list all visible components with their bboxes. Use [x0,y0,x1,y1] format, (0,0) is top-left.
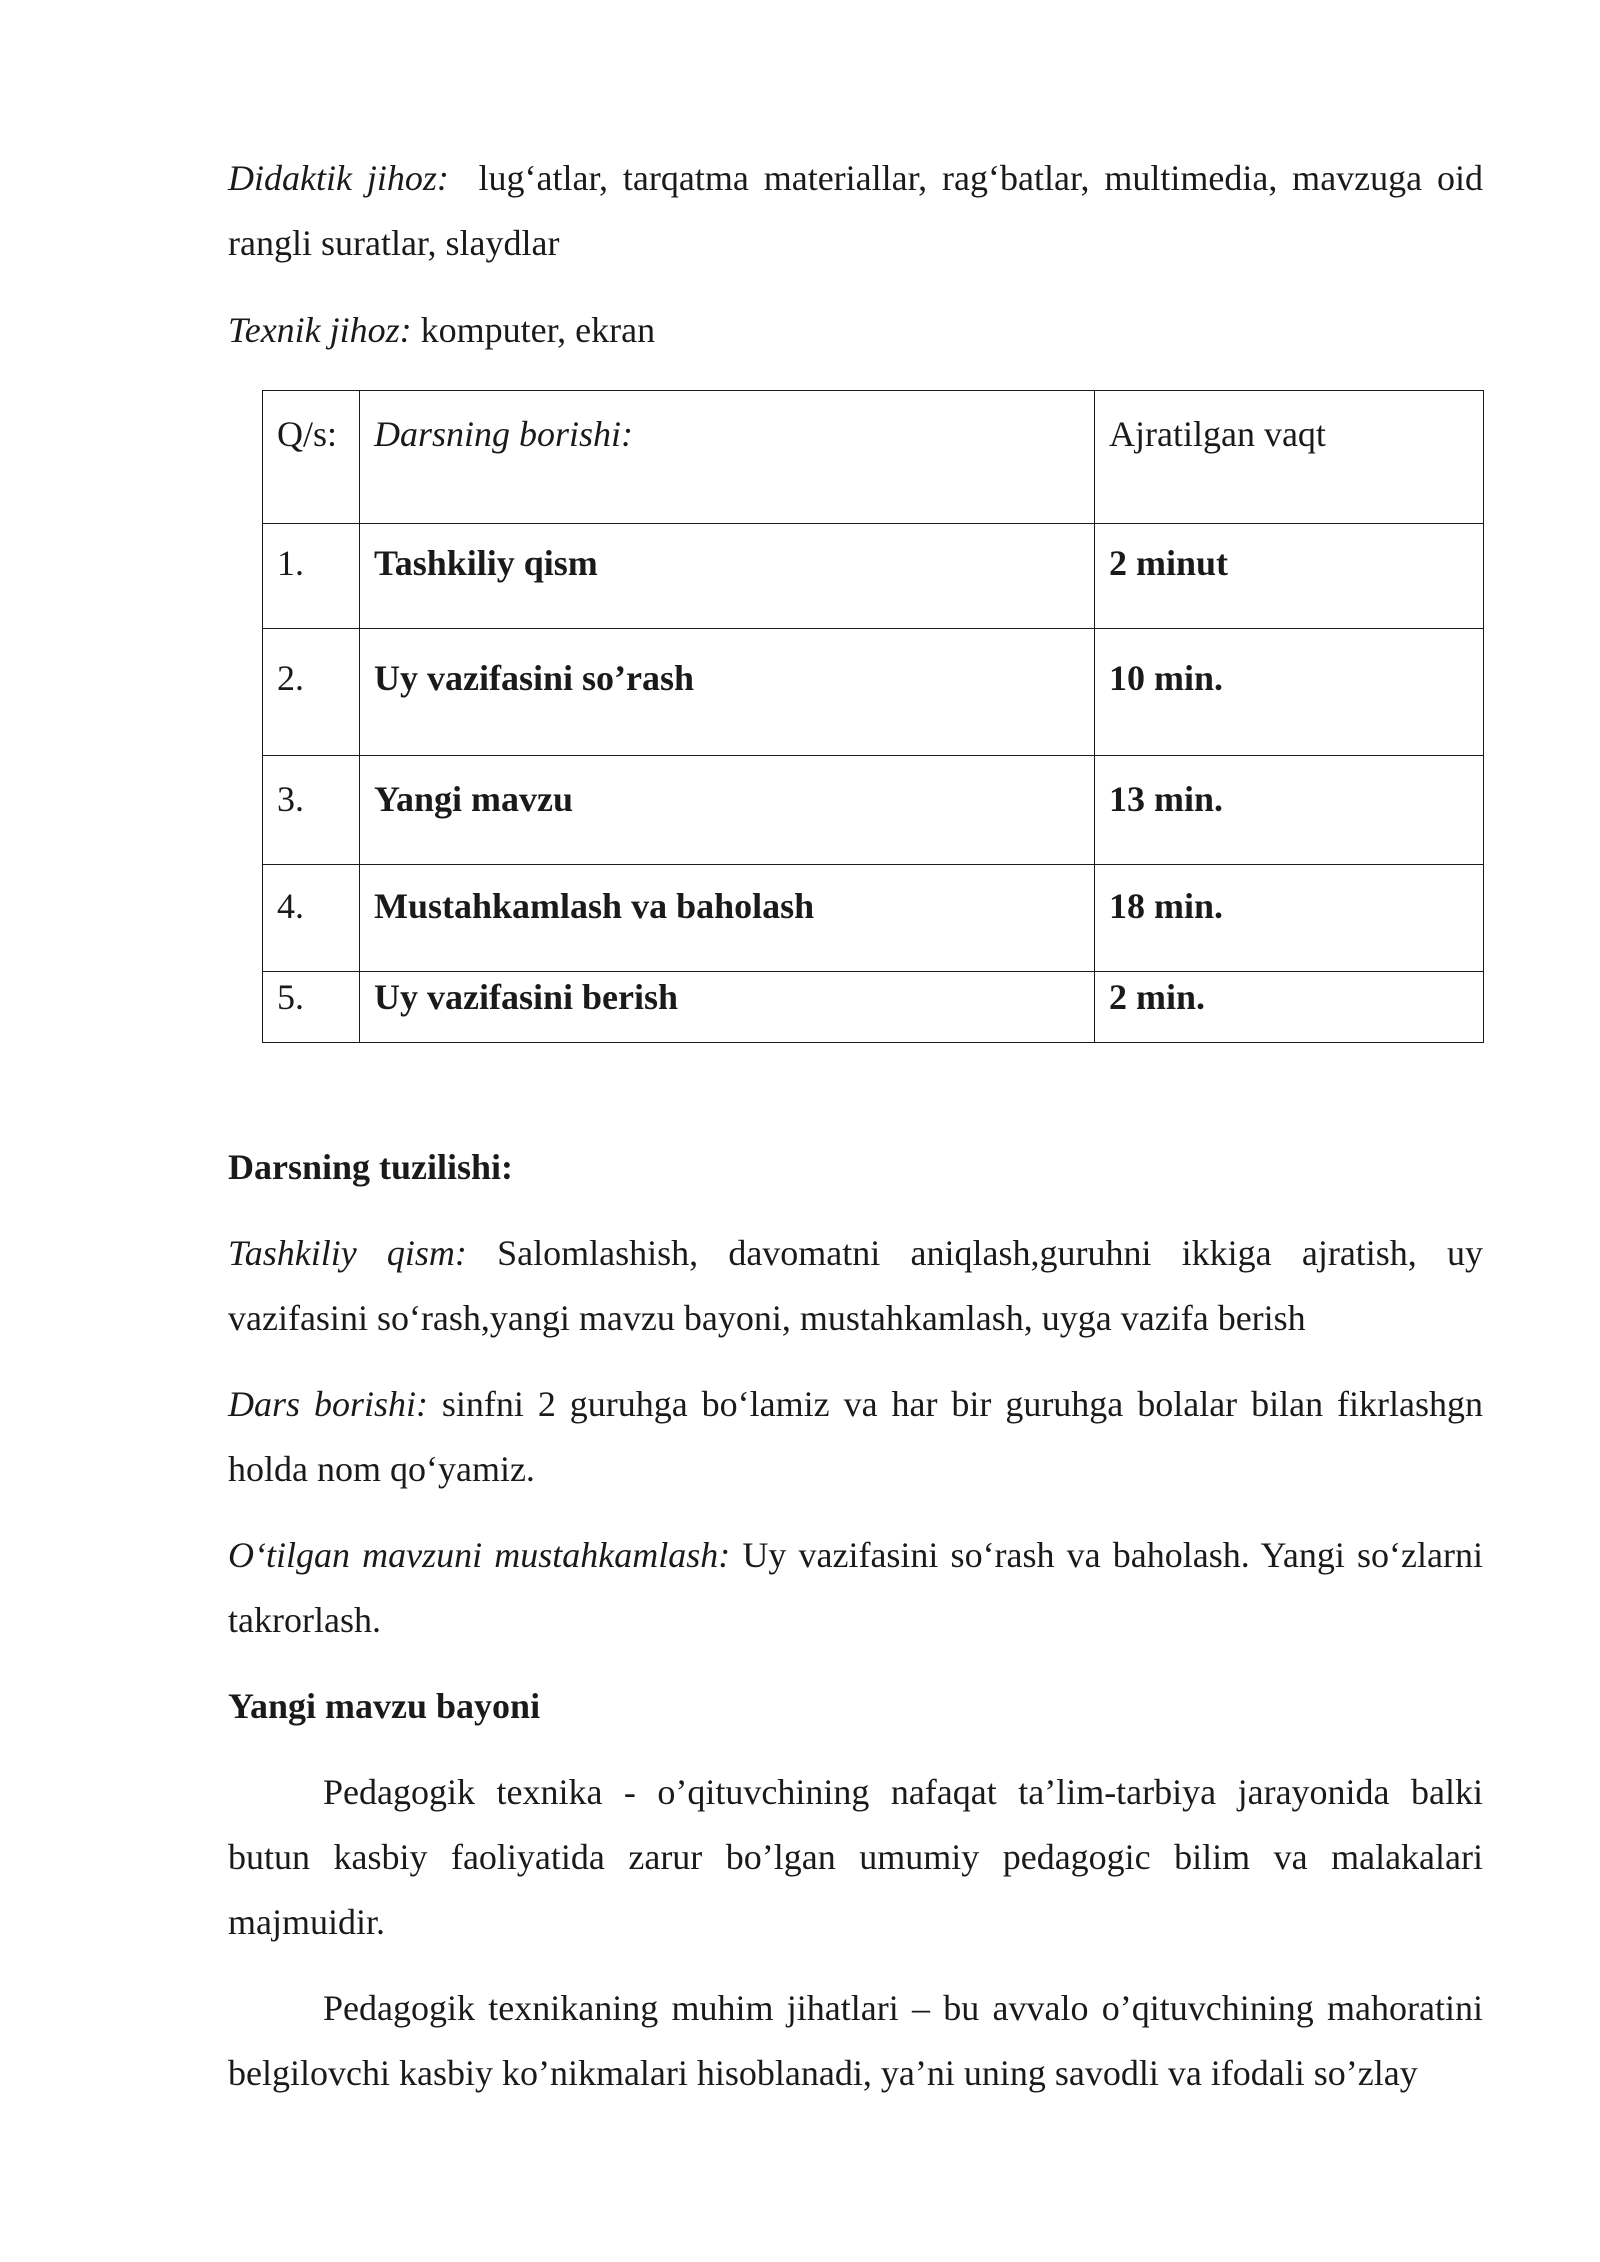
header-number: Q/s: [263,391,360,524]
texnik-paragraph [228,298,1483,363]
structure-heading: Darsning tuzilishi: [228,1147,514,1187]
row-stage: Mustahkamlash va baholash [360,865,1095,972]
intro-block [228,146,1492,363]
row-stage: Uy vazifasini so’rash [360,629,1095,756]
texnik-label: Texnik jihoz: [228,310,412,350]
new-topic-heading: Yangi mavzu bayoni [228,1686,541,1726]
structure-paragraph-course [228,1372,1492,1502]
table-row [263,972,1484,1043]
row-time: 2 min. [1095,972,1484,1043]
didaktik-label: Didaktik jihoz: [228,158,449,198]
lesson-structure-section [228,1135,1493,2106]
row-number: 4. [263,865,360,972]
row-time: 10 min. [1095,629,1484,756]
didaktik-text: lug‘atlar, tarqatma materiallar, rag‘batlar, multimedia, mavzuga oid rangli suratlar, slaydlar [228,158,1492,263]
new-topic-paragraph-2: Pedagogik texnikaning muhim jihatlari – bu avvalo o’qituvchining mahoratini belgilovchi kasbiy ko’nikmalari hisoblanadi, ya’ni uning savodli va ifodali so’zlay [228,1988,1483,2093]
lesson-plan-table [262,390,1484,1043]
row-stage: Tashkiliy qism [360,524,1095,629]
table-header-row [263,391,1484,524]
header-stage: Darsning borishi: [360,391,1095,524]
table-row [263,629,1484,756]
structure-paragraph-organization [228,1221,1493,1351]
row-time: 2 minut [1095,524,1484,629]
review-text: Uy vazifasini so‘rash va baholash. Yangi so‘zlarni takrorlash. [228,1535,1492,1640]
row-stage: Uy vazifasini berish [360,972,1095,1043]
row-number: 3. [263,756,360,865]
row-number: 2. [263,629,360,756]
row-number: 5. [263,972,360,1043]
didaktik-paragraph [228,146,1492,276]
organization-label: Tashkiliy qism: [228,1233,467,1273]
structure-paragraph-review [228,1523,1492,1653]
header-time: Ajratilgan vaqt [1095,391,1484,524]
lesson-plan-table-wrapper [262,390,1484,1043]
review-label: O‘tilgan mavzuni mustahkamlash: [228,1535,731,1575]
texnik-text: komputer, ekran [411,310,656,350]
row-time: 13 min. [1095,756,1484,865]
course-label: Dars borishi: [228,1384,428,1424]
organization-text: Salomlashish, davomatni aniqlash,guruhni ikkiga ajratish, uy vazifasini so‘rash,yangi mavzu bayoni, mustahkamlash, uyga vazifa berish [228,1233,1493,1338]
new-topic-paragraph-1: Pedagogik texnika - o’qituvchining nafaqat ta’lim-tarbiya jarayonida balki butun kasbiy faoliyatida zarur bo’lgan umumiy pedagogic bilim va malakalari majmuidir. [228,1772,1483,1942]
table-row [263,756,1484,865]
table-row [263,524,1484,629]
row-number: 1. [263,524,360,629]
course-text: sinfni 2 guruhga bo‘lamiz va har bir guruhga bolalar bilan fikrlashgn holda nom qo‘yamiz. [228,1384,1492,1489]
table-row [263,865,1484,972]
row-stage: Yangi mavzu [360,756,1095,865]
row-time: 18 min. [1095,865,1484,972]
